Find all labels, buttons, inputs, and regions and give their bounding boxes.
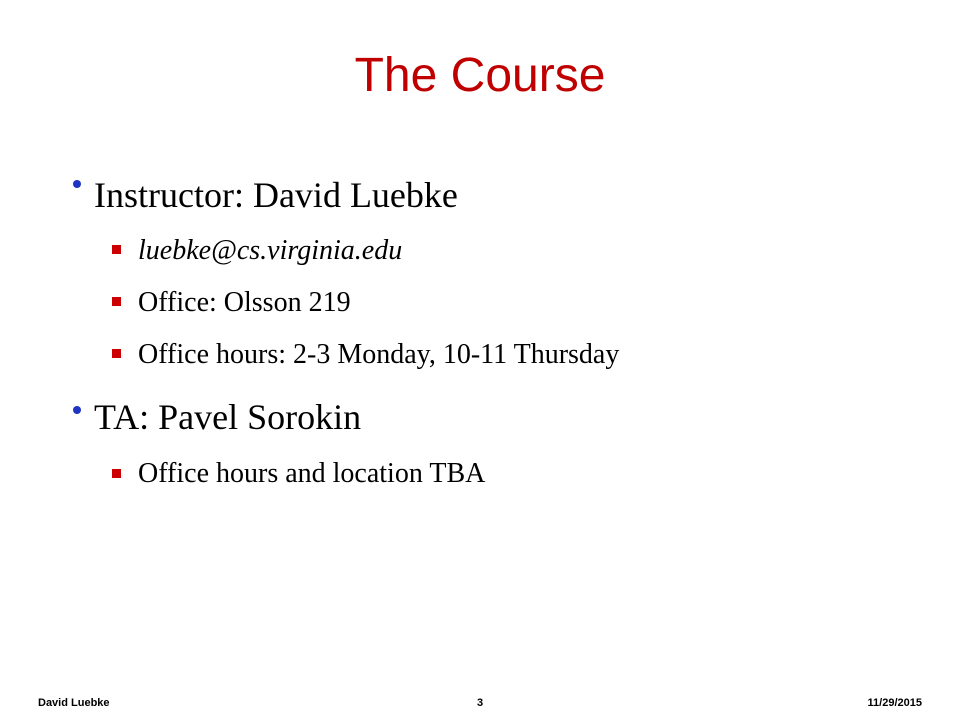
bullet-dot-icon [73,406,81,414]
slide-title: The Course [354,49,606,102]
square-bullet-icon [112,349,121,358]
square-bullet-icon [112,297,121,306]
sub-bullet-office: Office: Olsson 219 [138,287,351,318]
square-bullet-icon [112,469,121,478]
sub-bullet-ta-hours: Office hours and location TBA [138,458,486,489]
footer-page-number: 3 [476,697,484,709]
sub-bullet-email: luebke@cs.virginia.edu [138,235,403,266]
bullet-instructor: Instructor: David Luebke [94,175,458,215]
footer-author: David Luebke [38,697,110,709]
footer-date: 11/29/2015 [867,697,922,709]
square-bullet-icon [112,245,121,254]
bullet-dot-icon [73,180,81,188]
sub-bullet-office-hours: Office hours: 2-3 Monday, 10-11 Thursday [138,339,620,370]
bullet-ta: TA: Pavel Sorokin [94,397,362,437]
